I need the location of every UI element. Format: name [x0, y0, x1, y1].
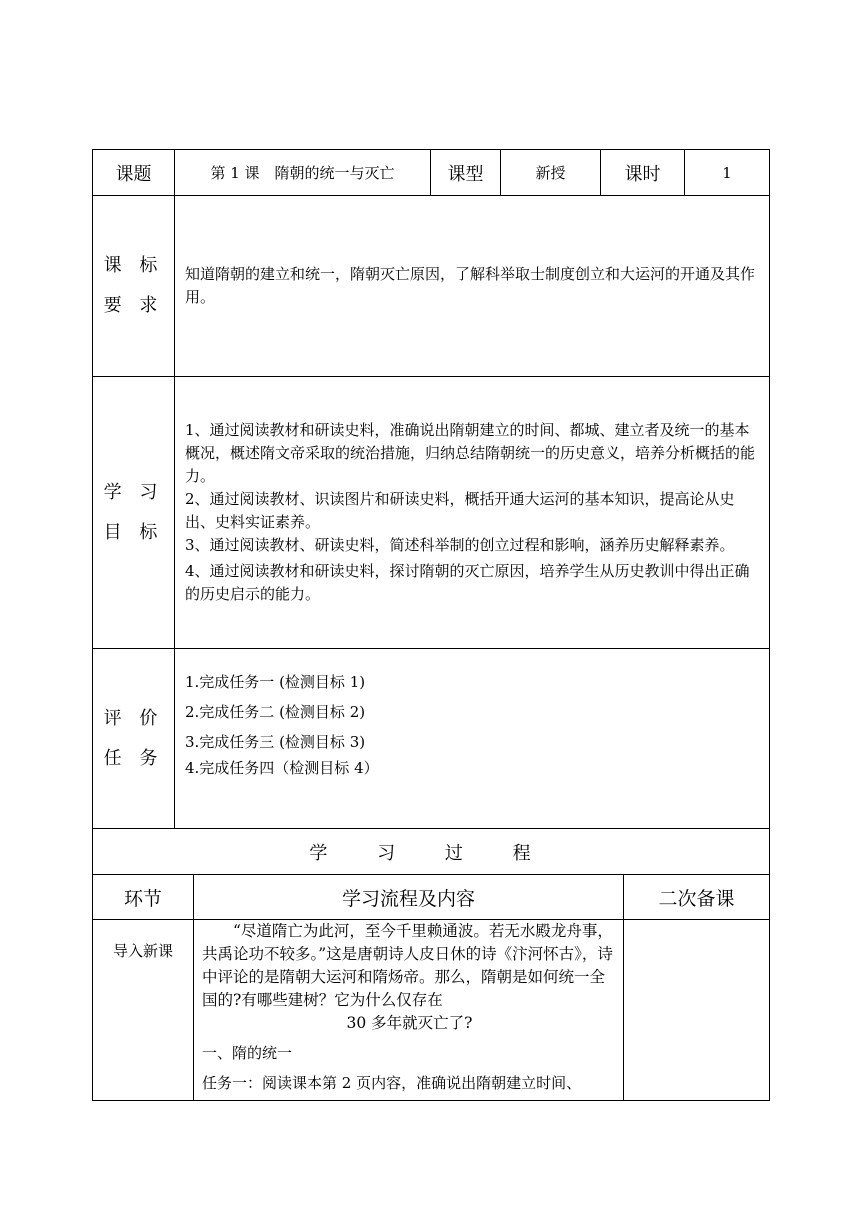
- evaluation-item: 1.完成任务一 (检测目标 1): [185, 673, 366, 691]
- second-prep-cell: [624, 920, 770, 1101]
- evaluation-item: 3.完成任务三 (检测目标 3): [185, 733, 366, 751]
- objectives-label-line1: 学 习: [103, 481, 164, 503]
- evaluation-item: 2.完成任务二 (检测目标 2): [185, 703, 366, 721]
- process-title: 学 习 过 程: [93, 829, 770, 875]
- period-label: 课时: [601, 150, 685, 196]
- evaluation-item: 4.完成任务四（检测目标 4）: [185, 759, 379, 777]
- col-stage-header: 环节: [93, 875, 194, 920]
- section-heading: 一、隋的统一: [202, 1044, 293, 1062]
- objective-item: 3、通过阅读教材、研读史料，简述科举制的创立过程和影响，涵养历史解释素养。: [185, 536, 735, 554]
- objective-item: 4、通过阅读教材和研读史料，探讨隋朝的灭亡原因，培养学生从历史教训中得出正确的历史启示的能力。: [185, 562, 750, 603]
- stage-intro: [93, 920, 194, 1101]
- subject-label: 课题: [93, 150, 175, 196]
- stage-intro-label: 导入新课: [112, 942, 173, 960]
- standards-label: [93, 196, 175, 377]
- standards-label-line2: 要 求: [103, 295, 164, 316]
- intro-content: [194, 920, 624, 1101]
- subject-value: 第 1 课 隋朝的统一与灭亡: [175, 150, 431, 196]
- type-label: 课型: [431, 150, 501, 196]
- standards-label-line1: 课 标: [103, 255, 164, 276]
- learning-process-table: [92, 828, 770, 1101]
- objective-item: 2、通过阅读教材、识读图片和研读史料，概括开通大运河的基本知识，提高论从史出、史料实证素养。: [185, 490, 735, 531]
- evaluation-label: [93, 649, 175, 829]
- col-second-prep-header: 二次备课: [624, 875, 770, 920]
- objectives-content: [175, 377, 770, 649]
- standards-content: [175, 196, 770, 377]
- period-value: 1: [685, 150, 770, 196]
- task-text: 任务一：阅读课本第 2 页内容，准确说出隋朝建立时间、: [202, 1074, 582, 1092]
- evaluation-label-line2: 任 务: [103, 747, 164, 769]
- intro-paragraph-end: 30 多年就灭亡了?: [346, 1014, 473, 1032]
- objective-item: 1、通过阅读教材和研读史料，准确说出隋朝建立的时间、都城、建立者及统一的基本概况，概述隋文帝采取的统治措施，归纳总结隋朝统一的历史意义，培养分析概括的能力。: [185, 421, 756, 485]
- evaluation-content: [175, 649, 770, 829]
- evaluation-label-line1: 评 价: [103, 707, 164, 729]
- objectives-label: [93, 377, 175, 649]
- objectives-label-line2: 目 标: [103, 521, 164, 543]
- type-value: 新授: [501, 150, 601, 196]
- lesson-info-table: [92, 149, 770, 829]
- col-content-header: 学习流程及内容: [194, 875, 624, 920]
- intro-paragraph: “尽道隋亡为此河，至今千里赖通波。若无水殿龙舟事，共禹论功不较多。”这是唐朝诗人皮日休的诗《汴河怀古》，诗中评论的是隋朝大运河和隋炀帝。那么，隋朝是如何统一全国的?有哪些建树？它为什么仅存在: [202, 922, 613, 1009]
- standards-text: 知道隋朝的建立和统一，隋朝灭亡原因，了解科举取士制度创立和大运河的开通及其作用。: [185, 265, 756, 306]
